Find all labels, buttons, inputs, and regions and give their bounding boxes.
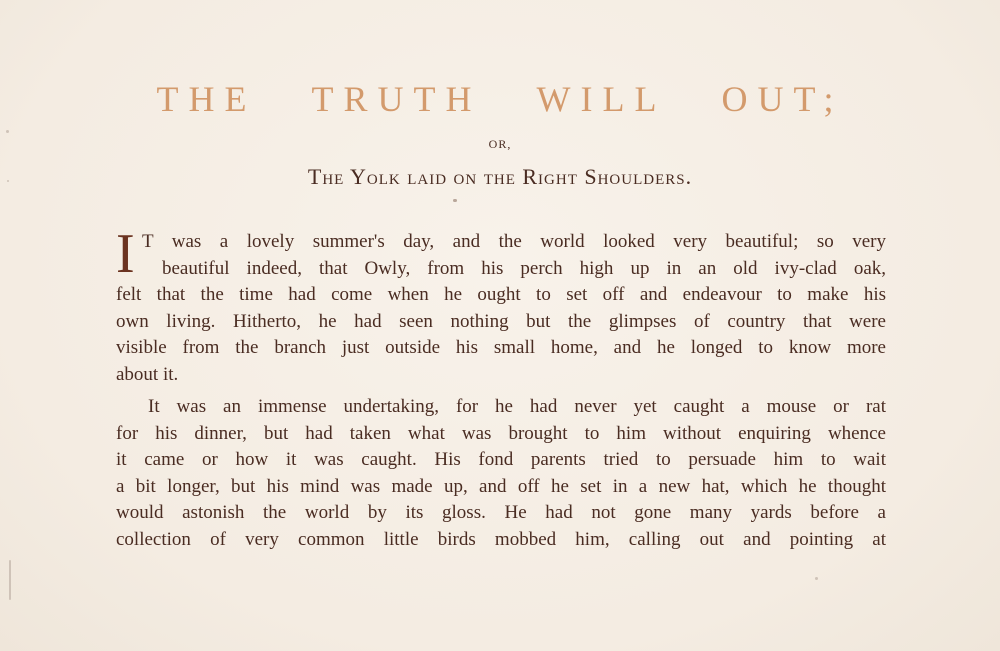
text-line: felt that the time had come when he ought to set off and endeavour to make his	[116, 284, 886, 305]
title-word: WILL	[536, 79, 667, 119]
text-line: a bit longer, but his mind was made up, and off he set in a new hat, which he thought	[116, 475, 886, 497]
title-word: THE	[156, 79, 257, 119]
page-title	[0, 78, 1000, 120]
text-line: for his dinner, but had taken what was brought to him without enquiring whence	[116, 422, 886, 444]
paragraph-1	[116, 223, 886, 388]
text-line: own living. Hitherto, he had seen nothing but the glimpses of country that were	[116, 310, 886, 332]
ornament-dot	[453, 199, 457, 202]
page-subtitle: The Yolk laid on the Right Shoulders.	[307, 164, 693, 189]
text-line: visible from the branch just outside his small home, and he longed to know more	[116, 337, 886, 358]
text-line: it came or how it was caught. His fond parents tried to persuade him to wait	[116, 449, 886, 470]
paper-speck	[7, 180, 9, 182]
body-text	[116, 223, 886, 553]
paper-speck	[6, 130, 9, 133]
text-line: would astonish the world by its gloss. He had not gone many yards before a	[116, 502, 886, 523]
text-line: about it.	[116, 363, 179, 385]
title-word: OUT;	[721, 79, 844, 119]
paper-speck	[9, 560, 11, 600]
paper-speck	[815, 577, 818, 580]
title-word: TRUTH	[311, 79, 482, 119]
text-line: T was a lovely summer's day, and the world looked very beautiful; so very	[142, 231, 886, 252]
or-separator: OR,	[488, 137, 512, 151]
drop-cap: I	[116, 223, 135, 285]
text-line: collection of very common little birds mobbed him, calling out and pointing at	[116, 528, 886, 550]
text-line: It was an immense undertaking, for he had never yet caught a mouse or rat	[148, 396, 886, 417]
text-line: beautiful indeed, that Owly, from his perch high up in an old ivy-clad oak,	[162, 257, 886, 279]
paragraph-2	[116, 394, 886, 553]
